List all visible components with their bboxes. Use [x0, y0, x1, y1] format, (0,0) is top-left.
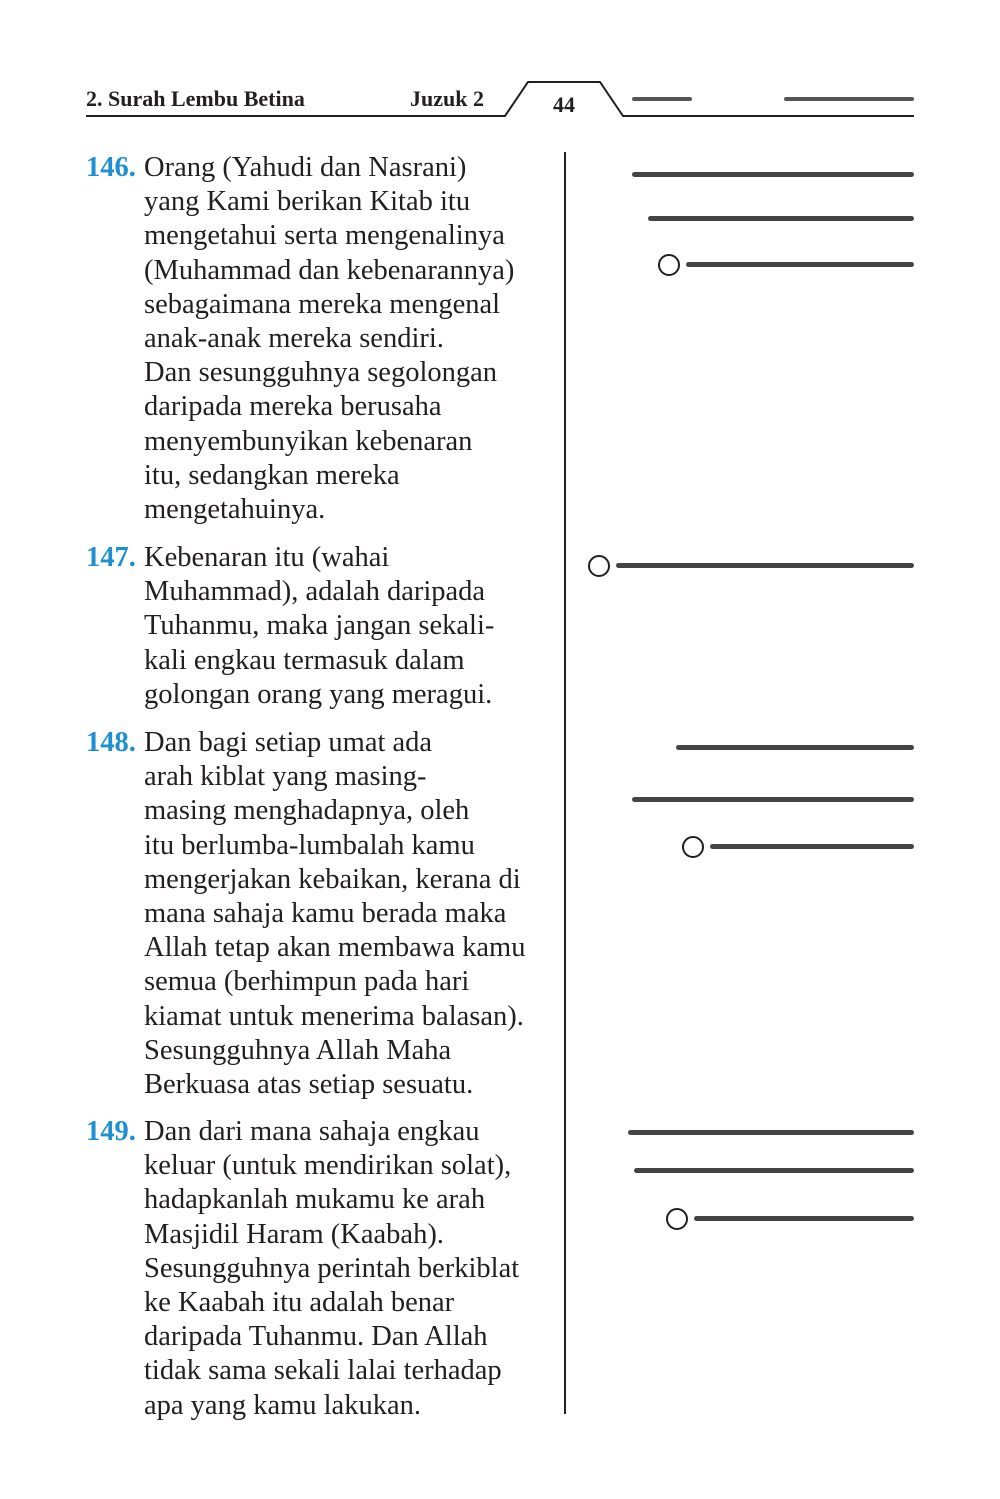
arabic-juz-label: [632, 97, 692, 101]
verse-line: (Muhammad dan kebenarannya): [144, 254, 515, 286]
verse-line: itu, sedangkan mereka: [144, 459, 400, 491]
ayah-end-marker: [658, 254, 680, 276]
verse-line: daripada Tuhanmu. Dan Allah: [144, 1321, 488, 1353]
verse-line: Berkuasa atas setiap sesuatu.: [144, 1069, 474, 1101]
verse-line: mana sahaja kamu berada maka: [144, 898, 507, 930]
column-divider: [564, 152, 566, 1414]
arabic-line: [632, 797, 914, 802]
verse-line: keluar (untuk mendirikan solat),: [144, 1150, 512, 1182]
verse-line: Orang (Yahudi dan Nasrani): [144, 152, 467, 183]
header-rule: [0, 0, 1000, 130]
verse-line: Kebenaran itu (wahai: [144, 542, 390, 573]
verse-number: 149.: [86, 1116, 136, 1147]
verse-line: semua (berhimpun pada hari: [144, 966, 470, 998]
arabic-line: [676, 745, 914, 750]
arabic-line: [686, 262, 914, 267]
page-number: 44: [553, 92, 575, 117]
verse-line: menyembunyikan kebenaran: [144, 425, 473, 457]
verse-line: yang Kami berikan Kitab itu: [144, 186, 471, 218]
verse-line: kali engkau termasuk dalam: [144, 644, 465, 676]
verse-line: golongan orang yang meragui.: [144, 678, 493, 710]
verse-147: [86, 541, 556, 712]
verse-line: arah kiblat yang masing-: [144, 761, 427, 793]
page-header: [0, 0, 1000, 130]
verse-line: Dan dari mana sahaja engkau: [144, 1116, 480, 1147]
verse-line: masing menghadapnya, oleh: [144, 795, 470, 827]
arabic-line: [628, 1130, 914, 1135]
verse-line: kiamat untuk menerima balasan).: [144, 1000, 524, 1032]
surah-title: 2. Surah Lembu Betina: [86, 86, 305, 111]
verse-number: 146.: [86, 152, 136, 183]
verse-line: tidak sama sekali lalai terhadap: [144, 1355, 502, 1387]
verse-line: Dan sesungguhnya segolongan: [144, 357, 498, 389]
verse-line: Dan bagi setiap umat ada: [144, 727, 433, 758]
verse-line: sebagaimana mereka mengenal: [144, 288, 501, 320]
verse-number: 147.: [86, 542, 136, 573]
verse-line: Muhammad), adalah daripada: [144, 576, 486, 608]
juzuk-label: Juzuk 2: [410, 86, 484, 111]
arabic-line: [632, 172, 914, 177]
verse-line: itu berlumba-lumbalah kamu: [144, 829, 475, 861]
arabic-line: [648, 216, 914, 221]
arabic-line: [694, 1216, 914, 1221]
arabic-line: [710, 844, 914, 849]
verse-line: mengetahui serta mengenalinya: [144, 220, 505, 252]
ayah-end-marker: [666, 1208, 688, 1230]
verse-line: mengetahuinya.: [144, 494, 326, 526]
verse-line: Sesungguhnya perintah berkiblat: [144, 1252, 520, 1284]
verse-line: mengerjakan kebaikan, kerana di: [144, 863, 521, 895]
ayah-end-marker: [682, 836, 704, 858]
verse-149: [86, 1115, 556, 1423]
arabic-surah-title: [784, 97, 914, 101]
arabic-line: [616, 563, 914, 568]
verse-line: apa yang kamu lakukan.: [144, 1389, 421, 1421]
verse-number: 148.: [86, 727, 136, 758]
verse-146: [86, 151, 556, 527]
verse-line: daripada mereka berusaha: [144, 391, 442, 423]
verse-148: [86, 726, 556, 1102]
verse-line: Sesungguhnya Allah Maha: [144, 1034, 452, 1066]
verse-line: ke Kaabah itu adalah benar: [144, 1287, 455, 1319]
ayah-end-marker: [588, 555, 610, 577]
verse-line: anak-anak mereka sendiri.: [144, 323, 444, 355]
arabic-line: [634, 1168, 914, 1173]
verse-line: Masjidil Haram (Kaabah).: [144, 1218, 444, 1250]
verse-line: Allah tetap akan membawa kamu: [144, 932, 526, 964]
verse-line: Tuhanmu, maka jangan sekali-: [144, 610, 495, 642]
verse-line: hadapkanlah mukamu ke arah: [144, 1184, 486, 1216]
